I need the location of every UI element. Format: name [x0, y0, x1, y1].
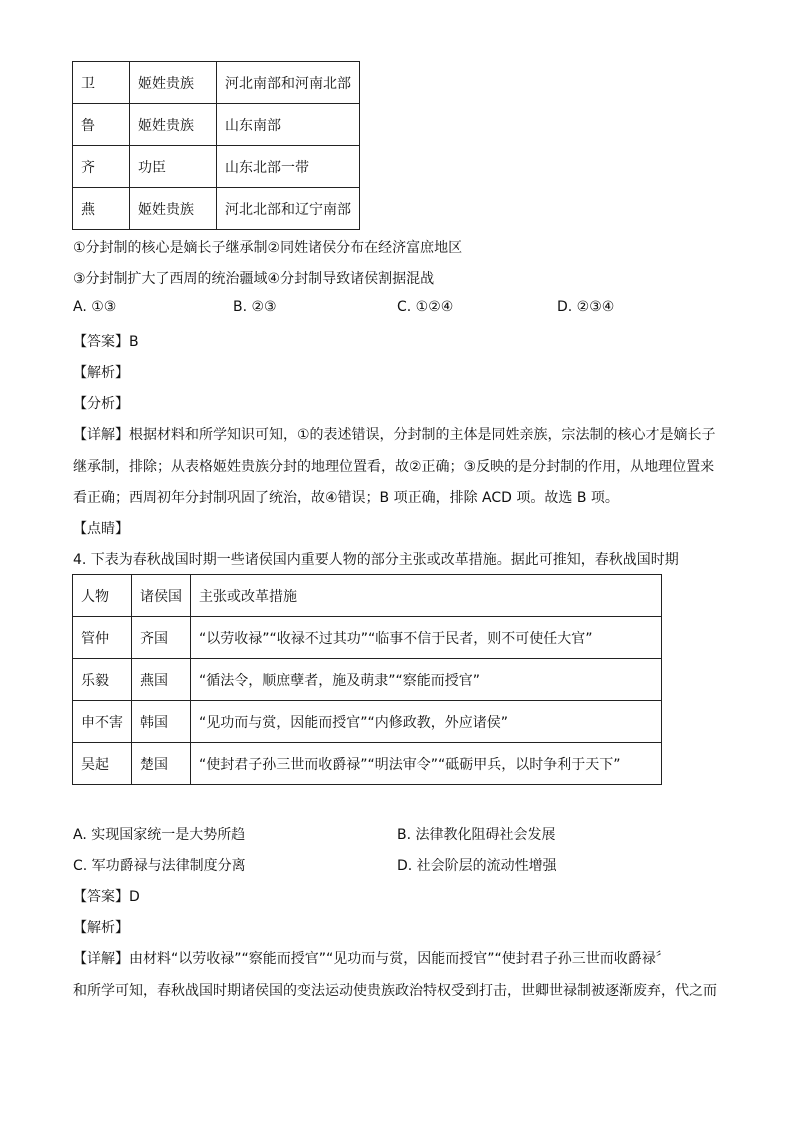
table-cell: 鲁 [73, 104, 130, 146]
table-cell: 河北南部和河南北部 [217, 62, 360, 104]
table-row [73, 188, 360, 230]
detail-line: 和所学可知，春秋战国时期诸侯国的变法运动使贵族政治特权受到打击，世卿世禄制被逐渐废弃，代之而 [73, 983, 717, 999]
table-cell: 燕 [73, 188, 130, 230]
statement-line-2: ③分封制扩大了西周的统治疆域④分封制导致诸侯割据混战 [73, 271, 435, 287]
reform-table [72, 574, 662, 785]
statement-line-1: ①分封制的核心是嫡长子继承制②同姓诸侯分布在经济富庶地区 [73, 240, 463, 256]
table-cell: 山东北部一带 [217, 146, 360, 188]
answer-tag: 【答案】 [73, 889, 129, 905]
table-cell: 卫 [73, 62, 130, 104]
table-cell: 姬姓贵族 [130, 104, 217, 146]
table-header-row [73, 575, 662, 617]
option-d: D. 社会阶层的流动性增强 [397, 858, 557, 874]
option-b: B. ②③ [233, 299, 277, 315]
table-cell: 韩国 [132, 701, 191, 743]
table-cell: 姬姓贵族 [130, 188, 217, 230]
table-cell: “见功而与赏，因能而授官”“内修政教，外应诸侯” [191, 701, 662, 743]
table-header: 主张或改革措施 [191, 575, 662, 617]
table-cell: “循法令，顺庶孽者，施及萌隶”“察能而授官” [191, 659, 662, 701]
answer-value: B [129, 334, 139, 350]
option-d: D. ②③④ [557, 299, 615, 315]
table-row [73, 104, 360, 146]
table-header: 人物 [73, 575, 132, 617]
table-cell: 燕国 [132, 659, 191, 701]
table-row [73, 701, 662, 743]
table-row [73, 146, 360, 188]
table-cell: 申不害 [73, 701, 132, 743]
table-row [73, 743, 662, 785]
dianjing-heading: 【点睛】 [73, 521, 129, 537]
table-cell: 姬姓贵族 [130, 62, 217, 104]
table-row [73, 659, 662, 701]
table-cell: 齐国 [132, 617, 191, 659]
answer-value: D [129, 889, 140, 905]
fenxi-heading: 【分析】 [73, 396, 129, 412]
option-c: C. ①②④ [397, 299, 454, 315]
detail-line: 看正确；西周初年分封制巩固了统治，故④错误；B 项正确，排除 ACD 项。故选 B 项。 [73, 490, 619, 506]
table-cell: 齐 [73, 146, 130, 188]
fief-table [72, 61, 360, 230]
table-cell: “以劳收禄”“收禄不过其功”“临事不信于民者，则不可使任大官” [191, 617, 662, 659]
option-a: A. ①③ [73, 299, 117, 315]
table-cell: 功臣 [130, 146, 217, 188]
option-a: A. 实现国家统一是大势所趋 [73, 827, 246, 843]
option-b: B. 法律教化阻碍社会发展 [397, 827, 556, 843]
table-cell: “使封君子孙三世而收爵禄”“明法审令”“砥砺甲兵，以时争利于天下” [191, 743, 662, 785]
option-c: C. 军功爵禄与法律制度分离 [73, 858, 246, 874]
answer-line [73, 886, 140, 906]
analysis-heading: 【解析】 [73, 365, 129, 381]
table-row [73, 62, 360, 104]
detail-line: 【详解】由材料“以劳收禄”“察能而授官”“见功而与赏，因能而授官”“使封君子孙三世而收爵禄〞 [73, 951, 670, 967]
table-row [73, 617, 662, 659]
table-cell: 山东南部 [217, 104, 360, 146]
detail-line: 【详解】根据材料和所学知识可知，①的表述错误，分封制的主体是同姓亲族，宗法制的核心才是嫡长子 [73, 427, 716, 443]
table-cell: 楚国 [132, 743, 191, 785]
detail-line: 继承制，排除；从表格姬姓贵族分封的地理位置看，故②正确；③反映的是分封制的作用，从地理位置来 [73, 459, 715, 475]
question-stem: 4. 下表为春秋战国时期一些诸侯国内重要人物的部分主张或改革措施。据此可推知，春秋战国时期 [73, 552, 679, 568]
analysis-heading: 【解析】 [73, 920, 129, 936]
answer-tag: 【答案】 [73, 334, 129, 350]
answer-line [73, 331, 139, 351]
table-header: 诸侯国 [132, 575, 191, 617]
table-cell: 河北北部和辽宁南部 [217, 188, 360, 230]
table-cell: 乐毅 [73, 659, 132, 701]
table-cell: 管仲 [73, 617, 132, 659]
table-cell: 吴起 [73, 743, 132, 785]
